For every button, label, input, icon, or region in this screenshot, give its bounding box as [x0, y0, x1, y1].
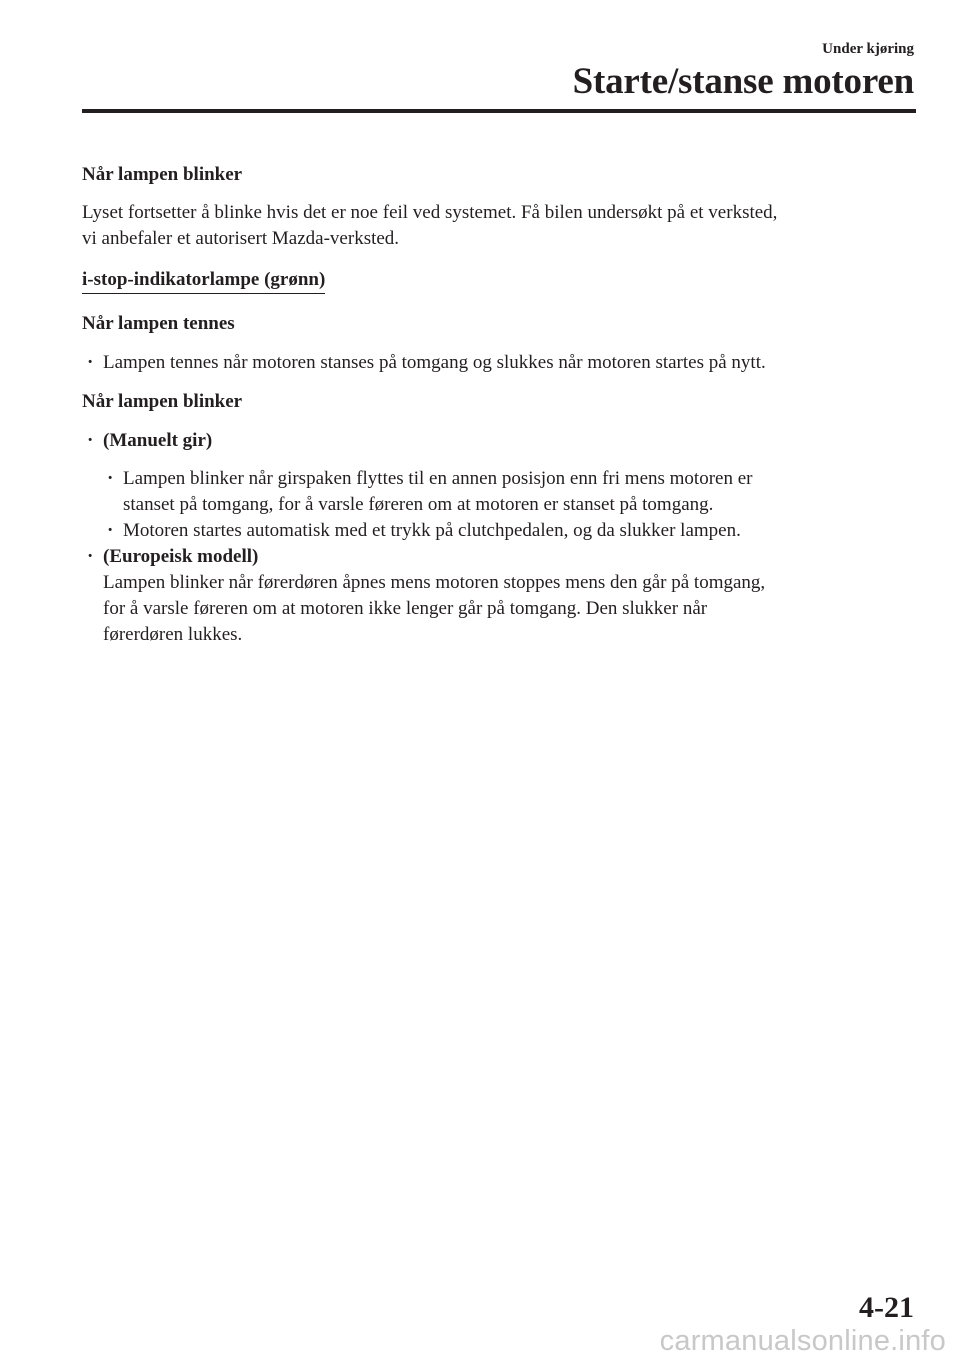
sub-list-item-line: Lampen blinker når girspaken flyttes til en annen posisjon enn fri mens motoren er	[123, 468, 753, 489]
european-model-line: for å varsle føreren om at motoren ikke lenger går på tomgang. Den slukker når	[103, 598, 708, 619]
fault-paragraph	[82, 200, 922, 252]
sub-list-item-line: stanset på tomgang, for å varsle føreren om at motoren er stanset på tomgang.	[123, 494, 714, 515]
bullet-icon: ·	[87, 430, 94, 451]
page-number: 4-21	[859, 1291, 914, 1324]
fault-paragraph-line: Lyset fortsetter å blinke hvis det er noe feil ved systemet. Få bilen undersøkt på et verksted,	[82, 202, 778, 223]
manual-gear-title: (Manuelt gir)	[103, 430, 213, 451]
bullet-icon: ·	[107, 468, 114, 489]
european-model-line: Lampen blinker når førerdøren åpnes mens motoren stoppes mens den går på tomgang,	[103, 572, 766, 593]
bullet-icon: ·	[107, 520, 114, 541]
fault-paragraph-line: vi anbefaler et autorisert Mazda-verksted.	[82, 228, 400, 249]
chapter-title: Starte/stanse motoren	[572, 61, 914, 102]
list-item-european	[82, 544, 922, 648]
list-item-manual	[82, 428, 922, 454]
bullet-icon: ·	[87, 546, 94, 567]
european-model-title: (Europeisk modell)	[103, 546, 259, 567]
page-header	[573, 40, 914, 104]
list-item-text: Lampen tennes når motoren stanses på tomgang og slukkes når motoren startes på nytt.	[103, 352, 766, 373]
heading-lamp-on: Når lampen tennes	[82, 313, 235, 334]
watermark: carmanualsonline.info	[659, 1325, 946, 1357]
heading-lamp-blinks-2: Når lampen blinker	[82, 391, 243, 412]
sub-list-item-text: Motoren startes automatisk med et trykk på clutchpedalen, og da slukker lampen.	[123, 520, 741, 541]
european-model-line: førerdøren lukkes.	[103, 624, 243, 645]
sub-list-item	[82, 466, 922, 518]
bullet-icon: ·	[87, 352, 94, 373]
section-name: Under kjøring	[822, 41, 914, 57]
list-item	[82, 350, 922, 376]
subsection-title: i-stop-indikatorlampe (grønn)	[82, 268, 325, 294]
page-content	[82, 162, 922, 648]
heading-lamp-blinks: Når lampen blinker	[82, 164, 243, 185]
header-rule	[82, 109, 916, 113]
sub-list-item	[82, 518, 922, 544]
